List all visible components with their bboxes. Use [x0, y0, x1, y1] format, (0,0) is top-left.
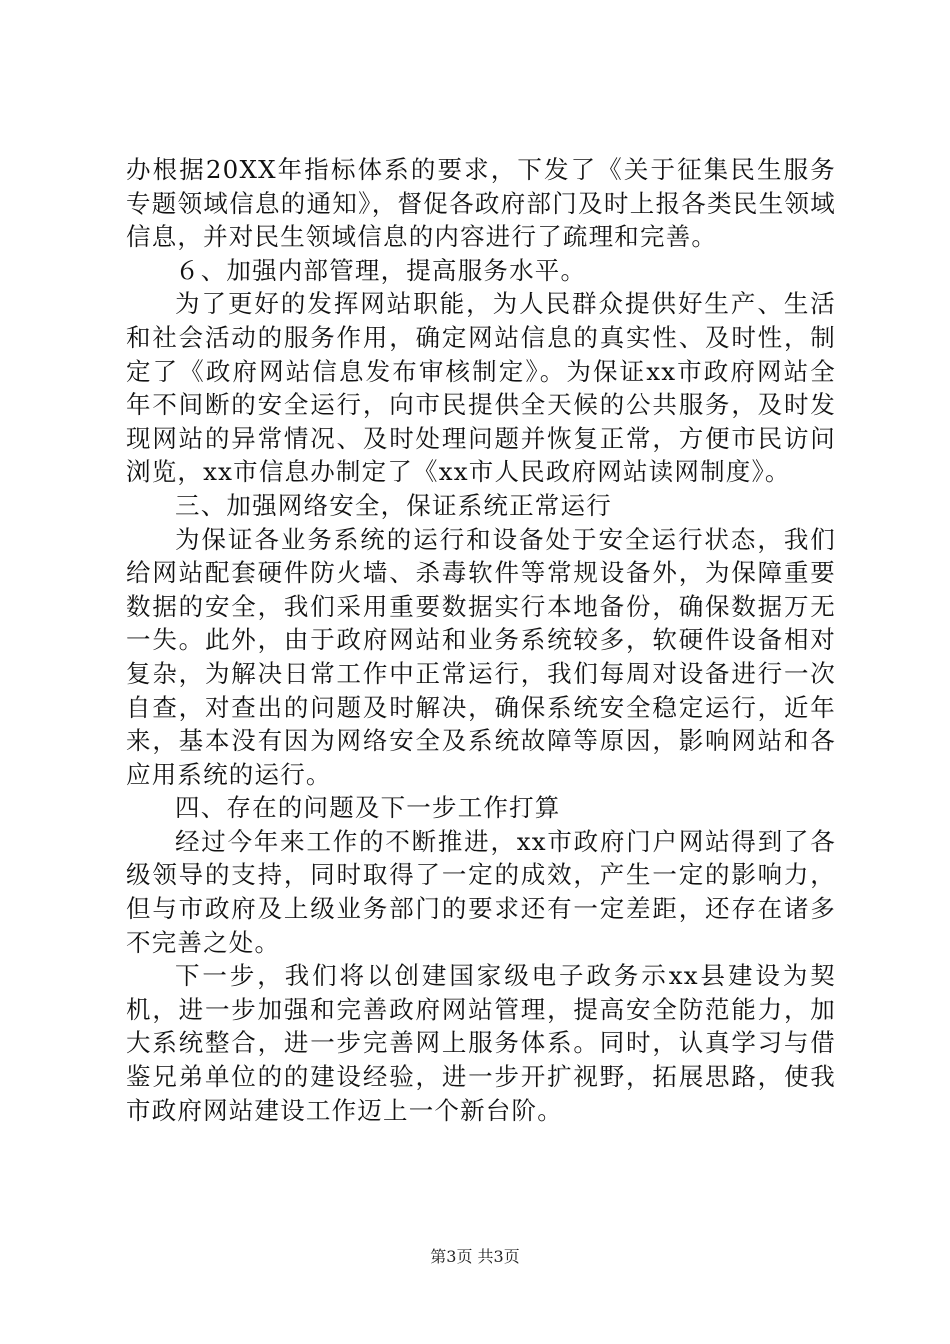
page-footer — [0, 1246, 950, 1268]
paragraph-internal-management: 为了更好的发挥网站职能，为人民群众提供好生产、生活和社会活动的服务作用，确定网站信息的真实性、及时性，制定了《政府网站信息发布审核制定》。为保证xx市政府网站全年不间断的安全运行，向市民提供全天候的公共服务，及时发现网站的异常情况、及时处理问题并恢复正常，方便市民访问浏览，xx市信息办制定了《xx市人民政府网站读网制度》。 — [126, 289, 836, 487]
section-heading-4: 四、存在的问题及下一步工作打算 — [175, 793, 561, 823]
document-body — [126, 153, 836, 1127]
page-number: 第3页 共3页 — [430, 1247, 520, 1266]
paragraph-continuation: 办根据20XX年指标体系的要求，下发了《关于征集民生服务专题领域信息的通知》，督促各政府部门及时上报各类民生领域信息，并对民生领域信息的内容进行了疏理和完善。 — [126, 155, 836, 252]
section-heading-3: 三、加强网络安全，保证系统正常运行 — [175, 490, 612, 520]
paragraph-problems: 经过今年来工作的不断推进，xx市政府门户网站得到了各级领导的支持，同时取得了一定的成效，产生一定的影响力，但与市政府及上级业务部门的要求还有一定差距，还存在诸多不完善之处。 — [126, 826, 836, 957]
paragraph-network-security: 为保证各业务系统的运行和设备处于安全运行状态，我们给网站配套硬件防火墙、杀毒软件等常规设备外，为保障重要数据的安全，我们采用重要数据实行本地备份，确保数据万无一失。此外，由于政府网站和业务系统较多，软硬件设备相对复杂，为解决日常工作中正常运行，我们每周对设备进行一次自查，对查出的问题及时解决，确保系统安全稳定运行，近年来，基本没有因为网络安全及系统故障等原因，影响网站和各应用系统的运行。 — [126, 524, 836, 789]
section-heading-6: ６、加强内部管理，提高服务水平。 — [175, 255, 587, 285]
paragraph-next-steps: 下一步，我们将以创建国家级电子政务示xx县建设为契机，进一步加强和完善政府网站管理，提高安全防范能力，加大系统整合，进一步完善网上服务体系。同时，认真学习与借鉴兄弟单位的的建设经验，进一步开扩视野，拓展思路，使我市政府网站建设工作迈上一个新台阶。 — [126, 961, 836, 1125]
